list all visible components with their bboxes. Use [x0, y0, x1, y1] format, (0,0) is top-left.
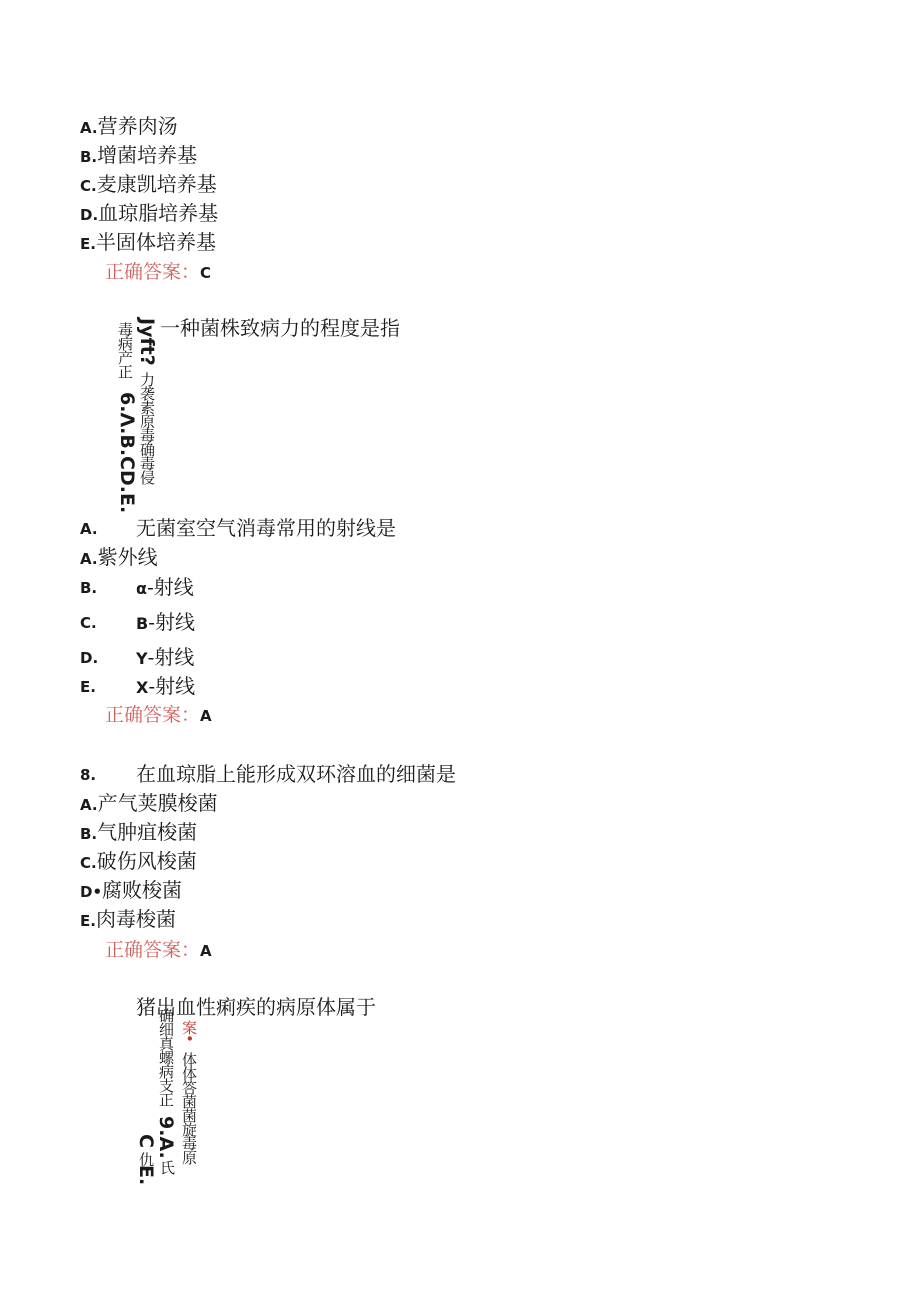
option-label: B.	[80, 148, 98, 166]
option-label: E.	[80, 678, 96, 696]
question-text: 无菌室空气消毒常用的射线是	[136, 516, 396, 540]
q6-question: 一种菌株致病力的程度是指	[160, 316, 400, 340]
q5-option-b	[80, 143, 197, 169]
q8-option-b	[80, 820, 197, 846]
q6-vertical-text-1: 力袭素原毒确毒侵	[138, 372, 156, 484]
q8-option-c	[80, 849, 197, 875]
option-text: 气肿疽梭菌	[97, 820, 198, 844]
q9-vertical-text-1: 体体答菌菌旋毒原	[180, 1052, 198, 1164]
q9-vertical-text-3: 氏	[158, 1160, 176, 1174]
q5-option-c	[80, 172, 217, 198]
q6-vertical-bold-1: Jyft?	[136, 318, 158, 366]
option-label: D.	[80, 206, 99, 224]
option-text: -射线	[147, 575, 194, 599]
question-number: A.	[80, 520, 98, 538]
q5-answer	[105, 260, 211, 285]
option-label: A.	[80, 119, 98, 137]
q7-option-a	[80, 545, 158, 571]
option-label: B.	[80, 825, 98, 843]
question-text: 在血琼脂上能形成双环溶血的细菌是	[136, 762, 456, 786]
q5-option-d	[80, 201, 218, 227]
option-label: C.	[80, 854, 97, 872]
option-label: B.	[80, 579, 98, 597]
option-text: 血琼脂培养基	[98, 201, 219, 225]
answer-label: 正确答案：	[105, 939, 201, 961]
option-symbol: Y	[136, 649, 148, 668]
q5-option-e	[80, 230, 216, 256]
option-text: 腐败梭菌	[102, 878, 183, 902]
option-text: 半固体培养基	[95, 230, 216, 254]
q9-vertical-text-4: 仇	[137, 1152, 155, 1166]
q5-option-a	[80, 114, 178, 140]
answer-label: 正确答案：	[105, 704, 201, 726]
option-text: 营养肉汤	[97, 114, 178, 138]
option-text: -射线	[147, 645, 195, 669]
answer-value: A	[200, 707, 212, 725]
option-text: -射线	[148, 674, 196, 698]
answer-label: 正确答案：	[105, 261, 201, 283]
q9-vertical-bold-3: E.	[135, 1165, 157, 1186]
option-label: C.	[80, 614, 97, 632]
option-text: 破伤风梭菌	[96, 849, 197, 873]
q9-vertical-bold-1: 9.A.	[155, 1116, 177, 1159]
option-text: 麦康凯培养基	[96, 172, 217, 196]
option-label: D.	[80, 649, 99, 667]
option-text: 产气荚膜梭菌	[97, 791, 218, 815]
q6-vertical-text-2: 毒病产正	[116, 322, 134, 378]
answer-value: C	[200, 264, 212, 282]
option-label: A.	[80, 796, 98, 814]
q7-option-c	[80, 610, 280, 634]
q8-answer	[105, 938, 212, 963]
q8-option-a	[80, 791, 218, 817]
option-label: C.	[80, 177, 97, 195]
q9-vertical-red: 案•	[180, 1020, 198, 1042]
option-text: -射线	[148, 610, 195, 634]
question-number: 8.	[80, 766, 97, 784]
option-text: 增菌培养基	[97, 143, 198, 167]
option-text: 紫外线	[97, 545, 158, 569]
q9-vertical-bold-2: C	[135, 1134, 157, 1148]
q8-option-d	[80, 878, 182, 904]
option-label: D•	[80, 883, 103, 901]
q7-option-e	[80, 674, 280, 698]
option-symbol: X	[136, 678, 149, 697]
option-text: 肉毒梭菌	[95, 907, 176, 931]
q8-option-e	[80, 907, 176, 933]
q9-question: 猪出血性痢疾的病原体属于	[136, 995, 376, 1019]
q7-option-b	[80, 575, 280, 599]
q7-answer	[105, 703, 212, 728]
option-label: E.	[80, 235, 96, 253]
option-label: E.	[80, 912, 96, 930]
option-label: A.	[80, 550, 98, 568]
q9-vertical-text-2: 确细真螺病支正	[157, 1008, 175, 1106]
option-symbol: α	[136, 579, 147, 598]
option-symbol: B	[136, 614, 149, 633]
answer-value: A	[200, 942, 212, 960]
q6-vertical-bold-2: 6.Λ.B.CD.E.	[116, 392, 138, 514]
q7-option-d	[80, 645, 280, 669]
